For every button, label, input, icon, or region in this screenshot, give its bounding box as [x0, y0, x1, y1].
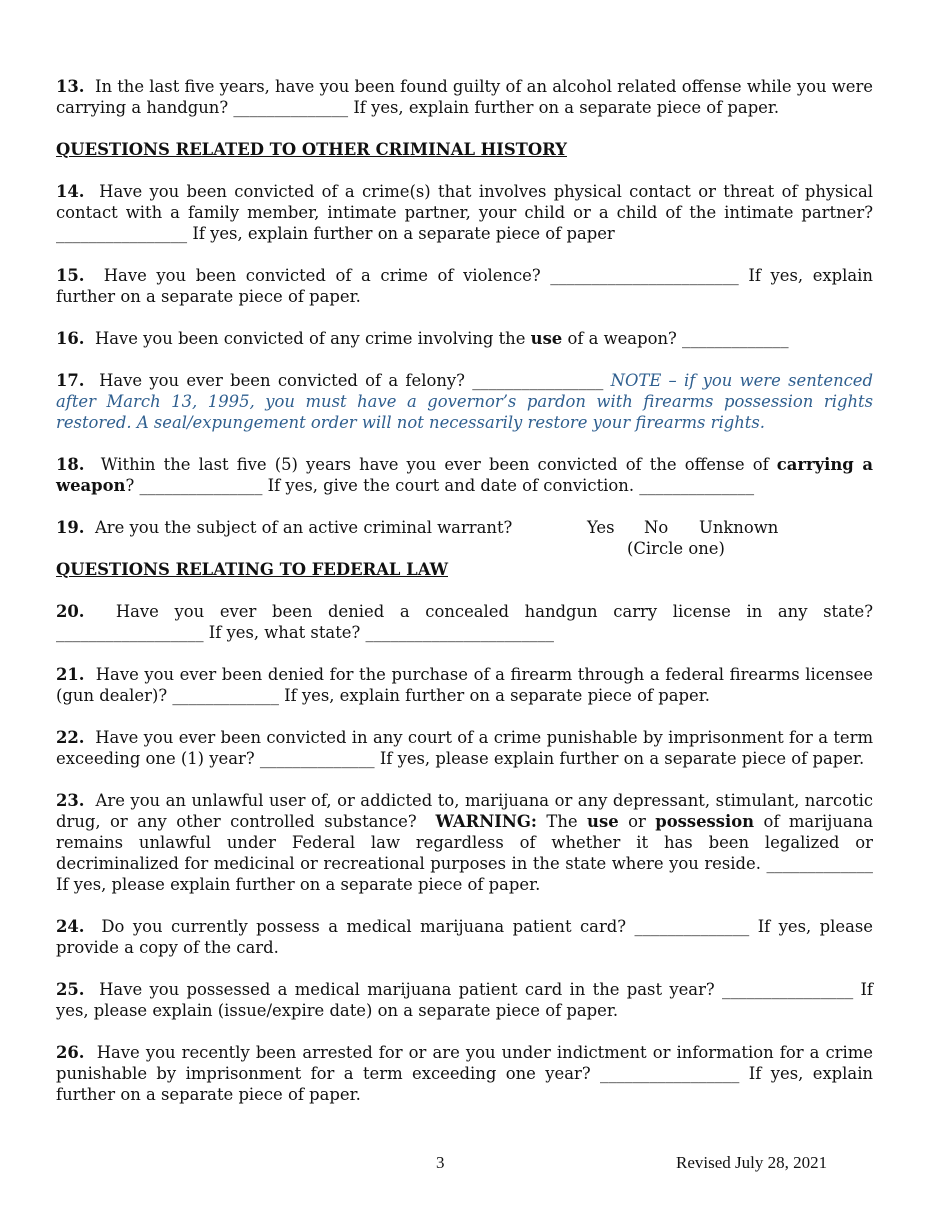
circle-one-hint: (Circle one): [627, 539, 725, 558]
section-heading-other-criminal-history: QUESTIONS RELATED TO OTHER CRIMINAL HISTORY: [56, 140, 567, 159]
answer-blank[interactable]: ______________: [634, 917, 750, 936]
question-13: [56, 76, 873, 118]
question-number: 13.: [56, 77, 85, 96]
question-19: [56, 517, 873, 558]
question-number: 20.: [56, 602, 85, 621]
warning-label: WARNING:: [435, 812, 537, 831]
warning-text: or: [628, 812, 646, 831]
emphasis-carrying-weapon: carrying a weapon: [56, 455, 873, 495]
emphasis-use: use: [530, 329, 563, 348]
question-followup: If yes, what state?: [208, 623, 361, 642]
section-heading-federal-law: QUESTIONS RELATING TO FEDERAL LAW: [56, 560, 448, 579]
question-26: [56, 1042, 873, 1105]
answer-blank[interactable]: _____________: [172, 686, 279, 705]
question-instruction: If yes, explain further on a separate piece of paper: [192, 224, 615, 243]
question-instruction: If yes, please explain further on a separate piece of paper.: [379, 749, 865, 768]
answer-blank[interactable]: _____________: [682, 329, 789, 348]
question-instruction: If yes, explain further on a separate piece of paper.: [56, 266, 873, 306]
question-number: 19.: [56, 518, 85, 537]
question-text: Are you an unlawful user of, or addicted to, marijuana or any depressant, stimulant, narcotic drug, or any other controlled substance?: [56, 791, 874, 831]
question-number: 14.: [56, 182, 85, 201]
form-page: [56, 76, 873, 1105]
question-mark: ?: [125, 476, 135, 495]
answer-blank[interactable]: ________________: [56, 224, 188, 243]
answer-blank[interactable]: _____________: [766, 854, 873, 873]
emphasis-possession: possession: [655, 812, 755, 831]
question-17: [56, 370, 873, 433]
answer-blank[interactable]: __________________: [56, 623, 204, 642]
question-text: Have you ever been convicted of a felony?: [99, 371, 465, 390]
question-19-text: [56, 517, 512, 538]
question-21: [56, 664, 873, 706]
question-23: [56, 790, 873, 895]
question-18: [56, 454, 873, 496]
question-instruction: If yes, please explain further on a separate piece of paper.: [56, 875, 541, 894]
question-number: 25.: [56, 980, 85, 999]
page-number: 3: [436, 1153, 445, 1172]
question-24: [56, 916, 873, 958]
question-instruction: If yes, give the court and date of conviction.: [267, 476, 635, 495]
question-text-end: of a weapon?: [567, 329, 677, 348]
question-instruction: If yes, please explain (issue/expire date) on a separate piece of paper.: [56, 980, 873, 1020]
question-instruction: If yes, explain further on a separate piece of paper.: [56, 1064, 873, 1104]
question-text: Have you been convicted of a crime of violence?: [103, 266, 541, 285]
question-number: 21.: [56, 665, 85, 684]
state-blank[interactable]: _______________________: [365, 623, 554, 642]
option-yes[interactable]: Yes: [587, 518, 615, 537]
question-instruction: If yes, explain further on a separate piece of paper.: [353, 98, 780, 117]
answer-blank[interactable]: ________________: [472, 371, 604, 390]
option-no[interactable]: No: [644, 518, 669, 537]
question-number: 26.: [56, 1043, 85, 1062]
question-text: In the last five years, have you been found guilty of an alcohol related offense while you were carrying a handgun?: [56, 77, 874, 117]
question-instruction: If yes, please provide a copy of the card.: [56, 917, 873, 957]
question-number: 18.: [56, 455, 85, 474]
question-instruction: If yes, explain further on a separate piece of paper.: [284, 686, 710, 705]
answer-blank[interactable]: _______________________: [550, 266, 739, 285]
answer-blank[interactable]: ______________: [233, 98, 349, 117]
revision-date: Revised July 28, 2021: [676, 1153, 828, 1172]
court-date-blank[interactable]: ______________: [639, 476, 755, 495]
answer-blank[interactable]: _______________: [139, 476, 263, 495]
question-text: Have you ever been denied for the purchase of a firearm through a federal firearms licensee (gun dealer)?: [56, 665, 874, 705]
question-text: Within the last five (5) years have you ever been convicted of the offense of: [100, 455, 769, 474]
pardon-note: NOTE – if you were sentenced after March 13, 1995, you must have a governor’s pardon with firearms possession rights restored. A seal/expungement order will not necessarily restore your firearms rights.: [56, 371, 874, 432]
question-number: 17.: [56, 371, 85, 390]
question-number: 23.: [56, 791, 85, 810]
warning-text: of marijuana remains unlawful under Federal law regardless of whether it has been legalized or decriminalized for medicinal or recreational purposes in the state where you reside.: [56, 812, 874, 873]
question-text: Do you currently possess a medical marijuana patient card?: [101, 917, 627, 936]
question-number: 24.: [56, 917, 85, 936]
question-text: Have you been convicted of a crime(s) that involves physical contact or threat of physical contact with a family member, intimate partner, your child or a child of the intimate partner?: [56, 182, 873, 222]
question-text: Have you been convicted of any crime involving the: [94, 329, 526, 348]
question-number: 16.: [56, 329, 85, 348]
question-25: [56, 979, 873, 1021]
question-text: Have you ever been convicted in any court of a crime punishable by imprisonment for a term exceeding one (1) year?: [56, 728, 873, 768]
question-text: Have you recently been arrested for or are you under indictment or information for a crime punishable by imprisonment for a term exceeding one year?: [56, 1043, 874, 1083]
answer-blank[interactable]: _________________: [600, 1064, 740, 1083]
option-unknown[interactable]: Unknown: [699, 518, 779, 537]
question-text: Are you the subject of an active criminal warrant?: [94, 518, 513, 537]
question-16: [56, 328, 873, 349]
question-text: Have you ever been denied a concealed handgun carry license in any state?: [115, 602, 873, 621]
question-text: Have you possessed a medical marijuana patient card in the past year?: [99, 980, 715, 999]
question-20: [56, 601, 873, 643]
emphasis-use: use: [587, 812, 619, 831]
question-15: [56, 265, 873, 307]
warning-text: The: [546, 812, 578, 831]
question-22: [56, 727, 873, 769]
answer-blank[interactable]: ______________: [259, 749, 375, 768]
question-14: [56, 181, 873, 244]
answer-blank[interactable]: ________________: [722, 980, 854, 999]
question-number: 15.: [56, 266, 85, 285]
question-number: 22.: [56, 728, 85, 747]
